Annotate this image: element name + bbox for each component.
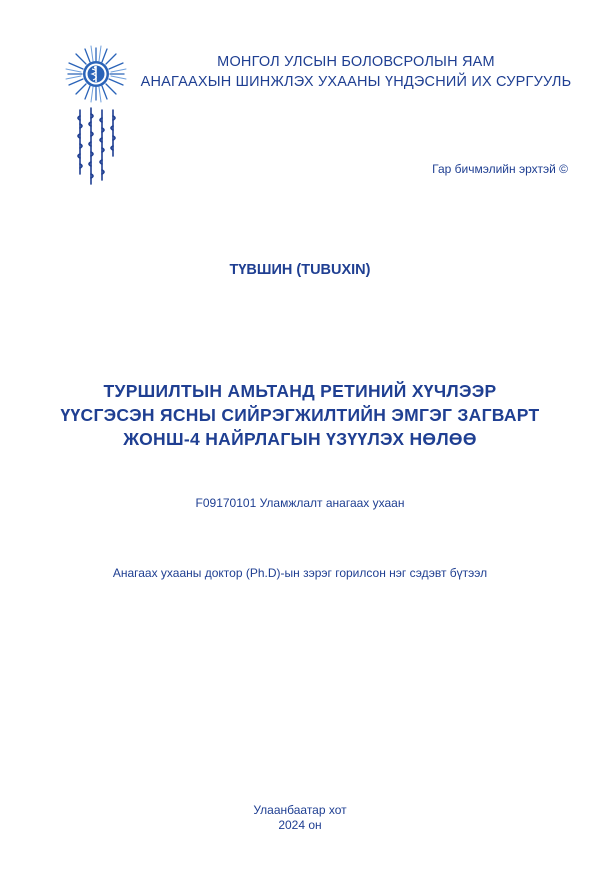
title-line-3: ЖОНШ-4 НАЙРЛАГЫН ҮЗҮҮЛЭХ НӨЛӨӨ bbox=[123, 429, 477, 449]
ministry-name: МОНГОЛ УЛСЫН БОЛОВСРОЛЫН ЯАМ bbox=[217, 54, 495, 70]
university-name: АНАГААХЫН ШИНЖЛЭХ УХААНЫ ҮНДЭСНИЙ ИХ СУРГУУЛЬ bbox=[140, 74, 572, 90]
thesis-title bbox=[40, 379, 560, 451]
degree-statement: Анагаах ухааны доктор (Ph.D)-ын зэрэг горилсон нэг сэдэвт бүтээл bbox=[112, 566, 488, 580]
place-and-year bbox=[0, 803, 600, 833]
specialty-code: F09170101 Уламжлалт анагаах ухаан bbox=[195, 496, 405, 510]
city: Улаанбаатар хот bbox=[253, 803, 347, 817]
author-name: ТҮВШИН (TUBUXIN) bbox=[229, 262, 371, 278]
copyright-notice: Гар бичмэлийн эрхтэй © bbox=[432, 162, 568, 176]
title-line-2: ҮҮСГЭСЭН ЯСНЫ СИЙРЭГЖИЛТИЙН ЭМГЭГ ЗАГВАРТ bbox=[60, 405, 540, 425]
year: 2024 он bbox=[278, 818, 322, 832]
title-line-1: ТУРШИЛТЫН АМЬТАНД РЕТИНИЙ ХҮЧЛЭЭР bbox=[103, 381, 497, 401]
university-emblem-icon bbox=[64, 44, 128, 190]
institution-header bbox=[130, 52, 582, 92]
